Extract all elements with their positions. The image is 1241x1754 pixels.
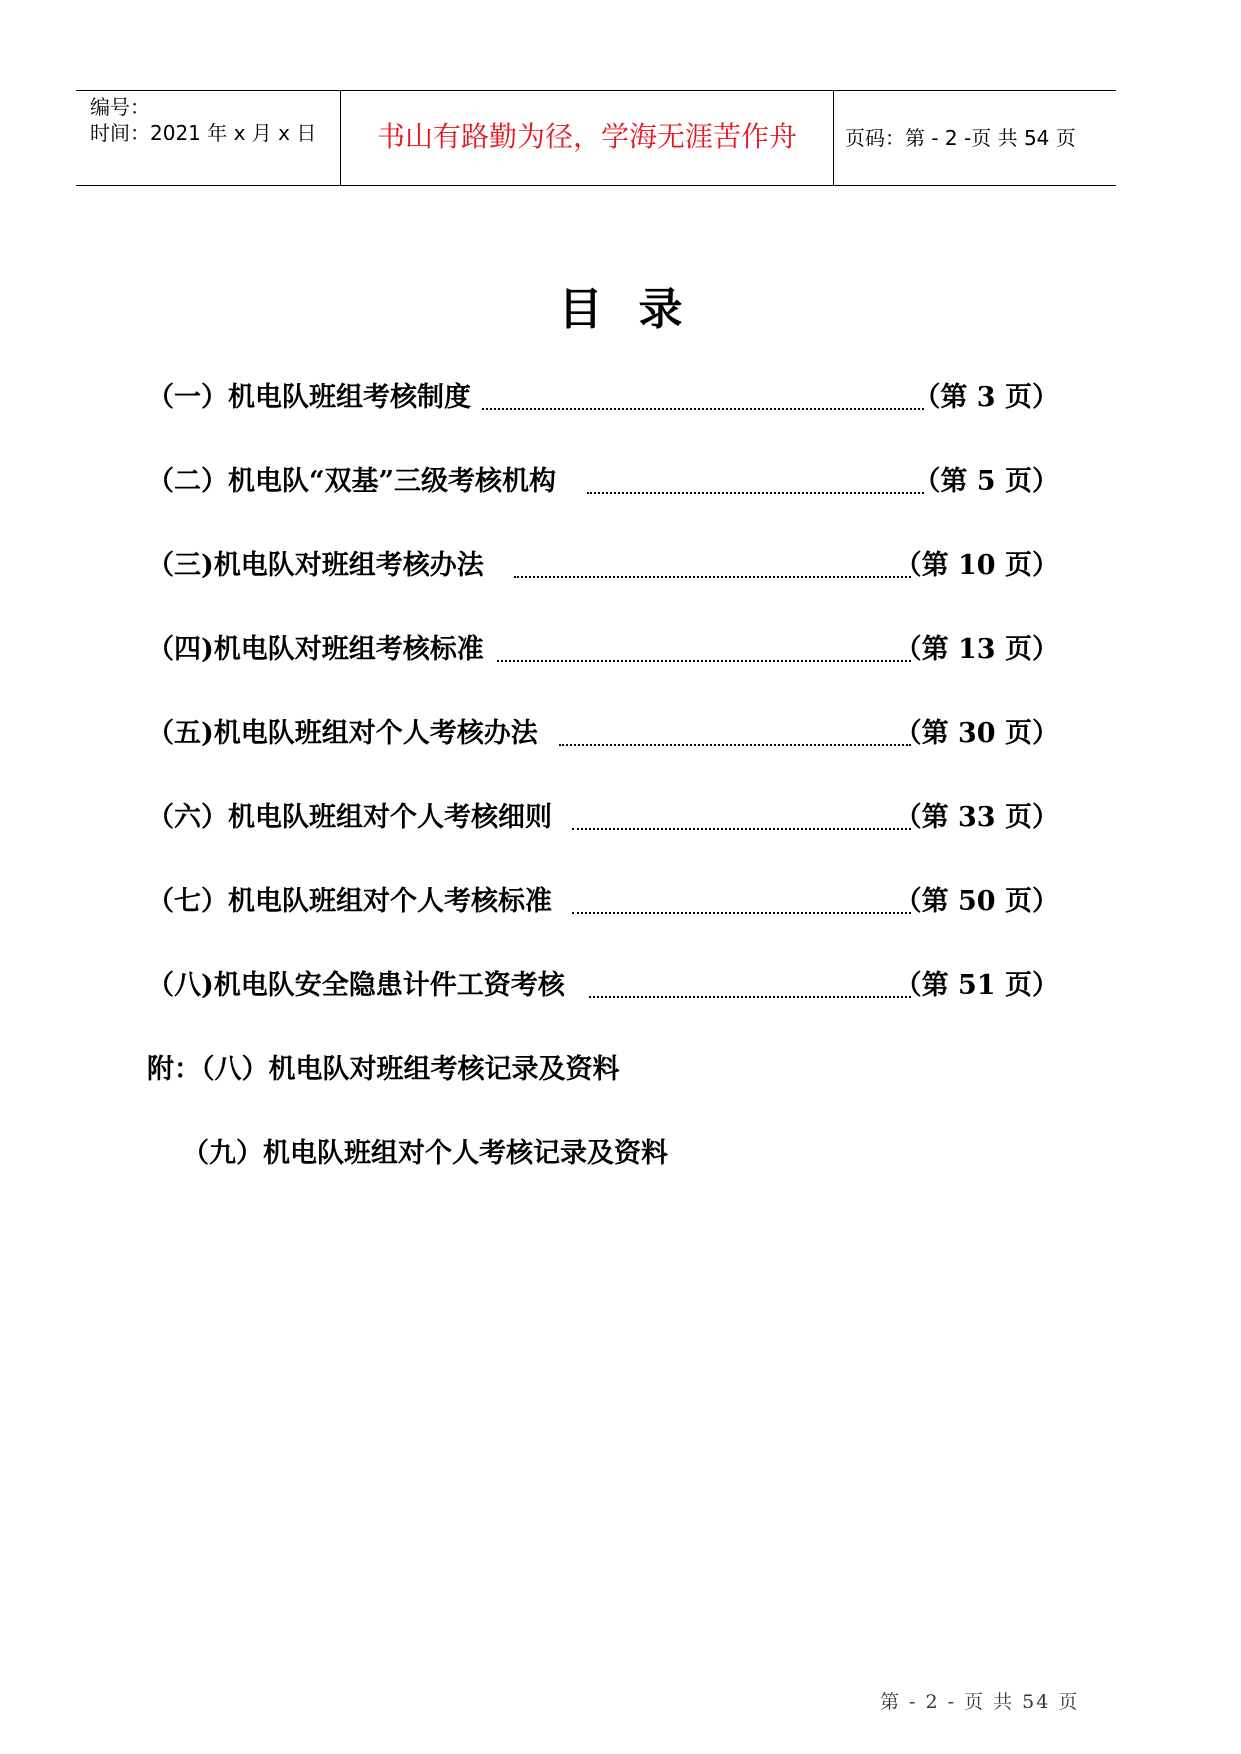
toc-entry-page: （第 51 页）	[894, 970, 1059, 1001]
toc-entry-page: （第 13 页）	[894, 634, 1059, 665]
toc-entry[interactable]	[147, 546, 1059, 586]
toc-entry-label: （五)机电队班组对个人考核办法	[147, 718, 538, 749]
header-motto-cell	[340, 91, 834, 185]
toc-leader-dots	[589, 996, 911, 998]
toc-leader-dots	[482, 408, 924, 410]
toc-entry-label: （二）机电队“双基”三级考核机构	[147, 466, 557, 497]
header-motto: 书山有路勤为径，学海无涯苦作舟	[376, 120, 797, 153]
toc-entry[interactable]	[147, 882, 1059, 922]
toc-entry-label: （八)机电队安全隐患计件工资考核	[147, 970, 565, 1001]
page-footer: 第 - 2 - 页 共 54 页	[880, 1691, 1080, 1713]
toc-leader-dots	[514, 576, 911, 578]
document-time-label: 时间：2021 年 x 月 x 日	[90, 121, 317, 145]
toc-leader-dots	[587, 492, 924, 494]
toc-entry[interactable]	[147, 798, 1059, 838]
toc-entry[interactable]	[147, 378, 1059, 418]
header-right-cell	[833, 91, 1116, 185]
toc-entry-label: （七）机电队班组对个人考核标准	[147, 886, 552, 917]
toc-entry-label: （三)机电队对班组考核办法	[147, 550, 484, 581]
header-page-label: 页码：第 - 2 -页 共 54 页	[845, 126, 1076, 150]
toc-leader-dots	[559, 744, 911, 746]
toc-entry-page: （第 5 页）	[913, 466, 1059, 497]
toc-entry[interactable]	[147, 714, 1059, 754]
toc-entry[interactable]	[147, 462, 1059, 502]
page-header	[76, 90, 1116, 186]
toc-entry-label: （六）机电队班组对个人考核细则	[147, 802, 552, 833]
toc-entry-page: （第 10 页）	[894, 550, 1059, 581]
toc-entry-label: （四)机电队对班组考核标准	[147, 634, 484, 665]
toc-leader-dots	[497, 660, 911, 662]
toc-entry-page: （第 33 页）	[894, 802, 1059, 833]
toc-entry-page: （第 3 页）	[913, 382, 1059, 413]
page-title: 目录	[558, 284, 719, 335]
toc-entry-page: （第 50 页）	[894, 886, 1059, 917]
toc-leader-dots	[572, 912, 911, 914]
appendix-line-2: （九）机电队班组对个人考核记录及资料	[182, 1138, 668, 1169]
header-left-cell	[76, 91, 340, 185]
toc-entry[interactable]	[147, 966, 1059, 1006]
appendix-line-1: 附：（八）机电队对班组考核记录及资料	[147, 1054, 620, 1085]
toc-entry-label: （一）机电队班组考核制度	[147, 382, 471, 413]
document-number-label: 编号：	[90, 95, 150, 119]
toc-leader-dots	[572, 828, 911, 830]
toc-entry-page: （第 30 页）	[894, 718, 1059, 749]
toc-entry[interactable]	[147, 630, 1059, 670]
